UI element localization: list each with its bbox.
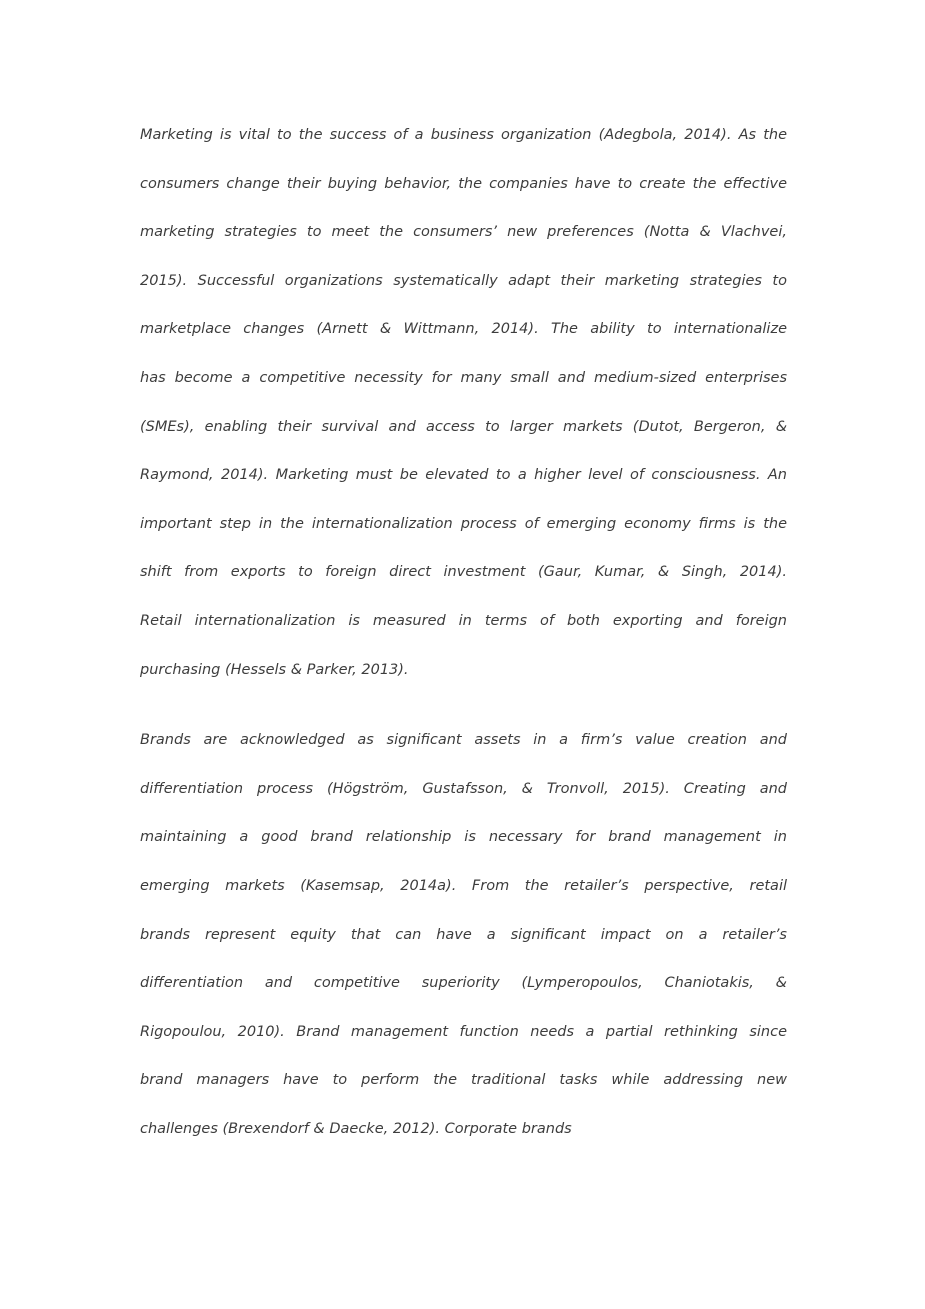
text-line: emerging markets (Kasemsap, 2014a). From the retailer’s perspective, retail [140,877,787,894]
text-line: has become a competitive necessity for many small and medium-sized enterprises [140,369,787,386]
paragraph-brands [140,716,787,1153]
text-line: purchasing (Hessels & Parker, 2013). [140,661,409,678]
text-line: differentiation and competitive superiority (Lymperopoulos, Chaniotakis, & [140,975,787,992]
text-line: Retail internationalization is measured in terms of both exporting and foreign [140,612,787,629]
text-line: maintaining a good brand relationship is necessary for brand management in [140,829,787,846]
text-line: Marketing is vital to the success of a business organization (Adegbola, 2014). As the [140,127,787,143]
text-line: Raymond, 2014). Marketing must be elevated to a higher level of consciousness. An [140,467,787,484]
text-line: important step in the internationalization process of emerging economy firms is the [140,515,787,532]
text-line: 2015). Successful organizations systematically adapt their marketing strategies to [140,272,787,289]
text-line: brands represent equity that can have a significant impact on a retailer’s [140,926,787,943]
text-line: brand managers have to perform the traditional tasks while addressing new [140,1072,787,1089]
paragraph-marketing [140,111,787,694]
text-line: shift from exports to foreign direct investment (Gaur, Kumar, & Singh, 2014). [140,564,787,581]
text-line: Brands are acknowledged as significant assets in a firm’s value creation and [140,732,787,749]
text-line: differentiation process (Högström, Gustafsson, & Tronvoll, 2015). Creating and [140,780,787,797]
text-line: marketplace changes (Arnett & Wittmann, 2014). The ability to internationalize [140,321,787,338]
text-line: (SMEs), enabling their survival and access to larger markets (Dutot, Bergeron, & [140,418,787,435]
text-line: consumers change their buying behavior, the companies have to create the effective [140,175,787,192]
text-line: marketing strategies to meet the consumers’ new preferences (Notta & Vlachvei, [140,224,787,241]
text-line: Rigopoulou, 2010). Brand management function needs a partial rethinking since [140,1023,787,1040]
text-line: challenges (Brexendorf & Daecke, 2012). Corporate brands [140,1120,572,1137]
